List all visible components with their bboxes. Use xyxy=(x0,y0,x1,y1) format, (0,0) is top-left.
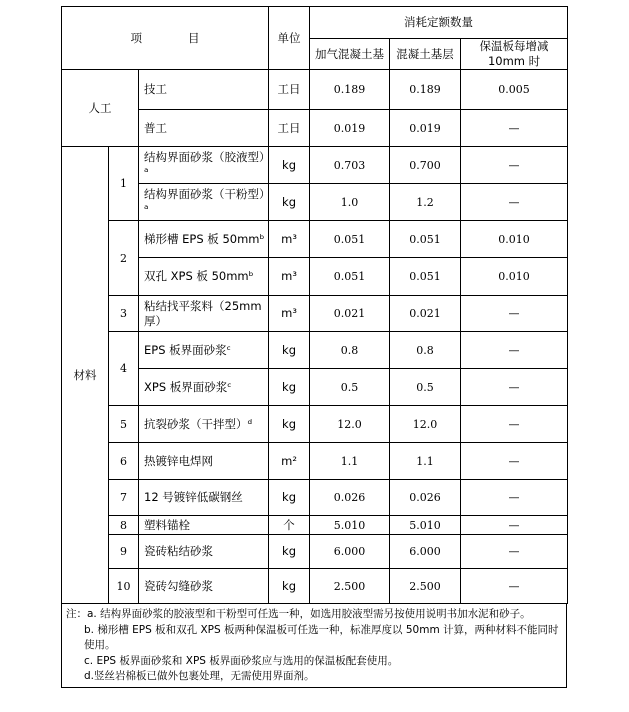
footnote-a: 注：a. 结构界面砂浆的胶液型和干粉型可任选一种，如选用胶液型需另按使用说明书加水泥和砂子。 xyxy=(66,608,531,620)
row-unit: kg xyxy=(269,184,310,221)
row-v2: 1.2 xyxy=(390,184,461,221)
row-v1: 0.051 xyxy=(310,221,390,258)
row-v1: 0.026 xyxy=(310,480,390,516)
row-unit: kg xyxy=(269,369,310,406)
row-v2: 2.500 xyxy=(390,569,461,604)
row-v1: 0.051 xyxy=(310,258,390,296)
row-unit: 工日 xyxy=(269,70,310,110)
table-row xyxy=(62,221,568,258)
row-name: 瓷砖勾缝砂浆 xyxy=(139,569,269,604)
row-v3: — xyxy=(461,147,568,184)
header-col1: 加气混凝土基 xyxy=(310,39,390,70)
row-v2: 0.5 xyxy=(390,369,461,406)
row-v3: — xyxy=(461,569,568,604)
row-name: 梯形槽 EPS 板 50mmᵇ xyxy=(139,221,269,258)
row-unit: kg xyxy=(269,480,310,516)
table-row xyxy=(62,296,568,332)
footnote-c: c. EPS 板界面砂浆和 XPS 板界面砂浆应与选用的保温板配套使用。 xyxy=(84,654,399,667)
row-v2: 0.700 xyxy=(390,147,461,184)
row-name: 12 号镀锌低碳钢丝 xyxy=(139,480,269,516)
row-v1: 1.0 xyxy=(310,184,390,221)
row-v2: 12.0 xyxy=(390,406,461,443)
row-name: 瓷砖粘结砂浆 xyxy=(139,535,269,569)
table-row xyxy=(62,480,568,516)
row-unit: 工日 xyxy=(269,110,310,147)
row-v1: 1.1 xyxy=(310,443,390,480)
row-no: 6 xyxy=(109,443,139,480)
header-quota: 消耗定额数量 xyxy=(310,7,568,39)
row-v2: 0.026 xyxy=(390,480,461,516)
row-name: 双孔 XPS 板 50mmᵇ xyxy=(139,258,269,296)
row-name: 抗裂砂浆（干拌型）ᵈ xyxy=(139,406,269,443)
row-v2: 0.051 xyxy=(390,258,461,296)
row-name: 粘结找平浆料（25mm 厚） xyxy=(139,296,269,332)
row-v1: 6.000 xyxy=(310,535,390,569)
table-row xyxy=(62,535,568,569)
header-item: 项 目 xyxy=(62,7,269,70)
row-unit: kg xyxy=(269,535,310,569)
footnote-b: b. 梯形槽 EPS 板和双孔 XPS 板两种保温板可任选一种，标准厚度以 50mm 计算，两种材料不能同时使用。 xyxy=(84,623,559,651)
footnotes xyxy=(61,604,567,688)
table-row xyxy=(62,147,568,184)
row-no: 1 xyxy=(109,147,139,221)
row-name: 技工 xyxy=(139,70,269,110)
row-v1: 0.021 xyxy=(310,296,390,332)
row-v1: 0.5 xyxy=(310,369,390,406)
table-row xyxy=(62,332,568,369)
materials-group-label: 材料 xyxy=(62,147,109,604)
header-col2: 混凝土基层 xyxy=(390,39,461,70)
row-unit: kg xyxy=(269,406,310,443)
header-row xyxy=(62,7,568,39)
row-no: 5 xyxy=(109,406,139,443)
table-row xyxy=(62,516,568,535)
row-v2: 0.019 xyxy=(390,110,461,147)
quota-table xyxy=(61,6,568,604)
row-v3: — xyxy=(461,480,568,516)
row-v2: 1.1 xyxy=(390,443,461,480)
row-v3: — xyxy=(461,110,568,147)
row-v1: 0.019 xyxy=(310,110,390,147)
row-v1: 12.0 xyxy=(310,406,390,443)
row-unit: kg xyxy=(269,569,310,604)
row-v3: — xyxy=(461,184,568,221)
row-v2: 5.010 xyxy=(390,516,461,535)
row-v3: 0.005 xyxy=(461,70,568,110)
row-v1: 5.010 xyxy=(310,516,390,535)
row-v2: 0.8 xyxy=(390,332,461,369)
row-name: 结构界面砂浆（干粉型）ᵃ xyxy=(139,184,269,221)
row-no: 8 xyxy=(109,516,139,535)
row-unit: m³ xyxy=(269,296,310,332)
row-unit: 个 xyxy=(269,516,310,535)
row-v1: 0.8 xyxy=(310,332,390,369)
table-row xyxy=(62,569,568,604)
row-no: 3 xyxy=(109,296,139,332)
row-unit: m³ xyxy=(269,221,310,258)
row-unit: kg xyxy=(269,147,310,184)
row-v3: — xyxy=(461,406,568,443)
row-name: EPS 板界面砂浆ᶜ xyxy=(139,332,269,369)
header-col3: 保温板每增减10mm 时 xyxy=(461,39,568,70)
row-v3: — xyxy=(461,516,568,535)
row-v1: 0.703 xyxy=(310,147,390,184)
table-row xyxy=(62,406,568,443)
row-v3: 0.010 xyxy=(461,258,568,296)
row-unit: m² xyxy=(269,443,310,480)
row-v2: 0.051 xyxy=(390,221,461,258)
row-unit: m³ xyxy=(269,258,310,296)
row-v3: — xyxy=(461,443,568,480)
table-row xyxy=(62,443,568,480)
row-name: 塑料锚栓 xyxy=(139,516,269,535)
row-v3: — xyxy=(461,369,568,406)
row-unit: kg xyxy=(269,332,310,369)
row-name: 结构界面砂浆（胶液型）ᵃ xyxy=(139,147,269,184)
row-v3: — xyxy=(461,332,568,369)
row-no: 9 xyxy=(109,535,139,569)
table-row xyxy=(62,70,568,110)
row-v3: — xyxy=(461,535,568,569)
row-no: 2 xyxy=(109,221,139,296)
row-no: 7 xyxy=(109,480,139,516)
row-v1: 0.189 xyxy=(310,70,390,110)
row-v1: 2.500 xyxy=(310,569,390,604)
row-v3: — xyxy=(461,296,568,332)
row-name: XPS 板界面砂浆ᶜ xyxy=(139,369,269,406)
row-name: 热镀锌电焊网 xyxy=(139,443,269,480)
row-v3: 0.010 xyxy=(461,221,568,258)
row-v2: 0.189 xyxy=(390,70,461,110)
quota-document xyxy=(61,6,567,688)
row-v2: 0.021 xyxy=(390,296,461,332)
row-v2: 6.000 xyxy=(390,535,461,569)
row-name: 普工 xyxy=(139,110,269,147)
header-unit: 单位 xyxy=(269,7,310,70)
footnote-d: d.竖丝岩棉板已做外包裹处理，无需使用界面剂。 xyxy=(84,670,315,682)
row-no: 10 xyxy=(109,569,139,604)
labor-group-label: 人工 xyxy=(62,70,139,147)
row-no: 4 xyxy=(109,332,139,406)
